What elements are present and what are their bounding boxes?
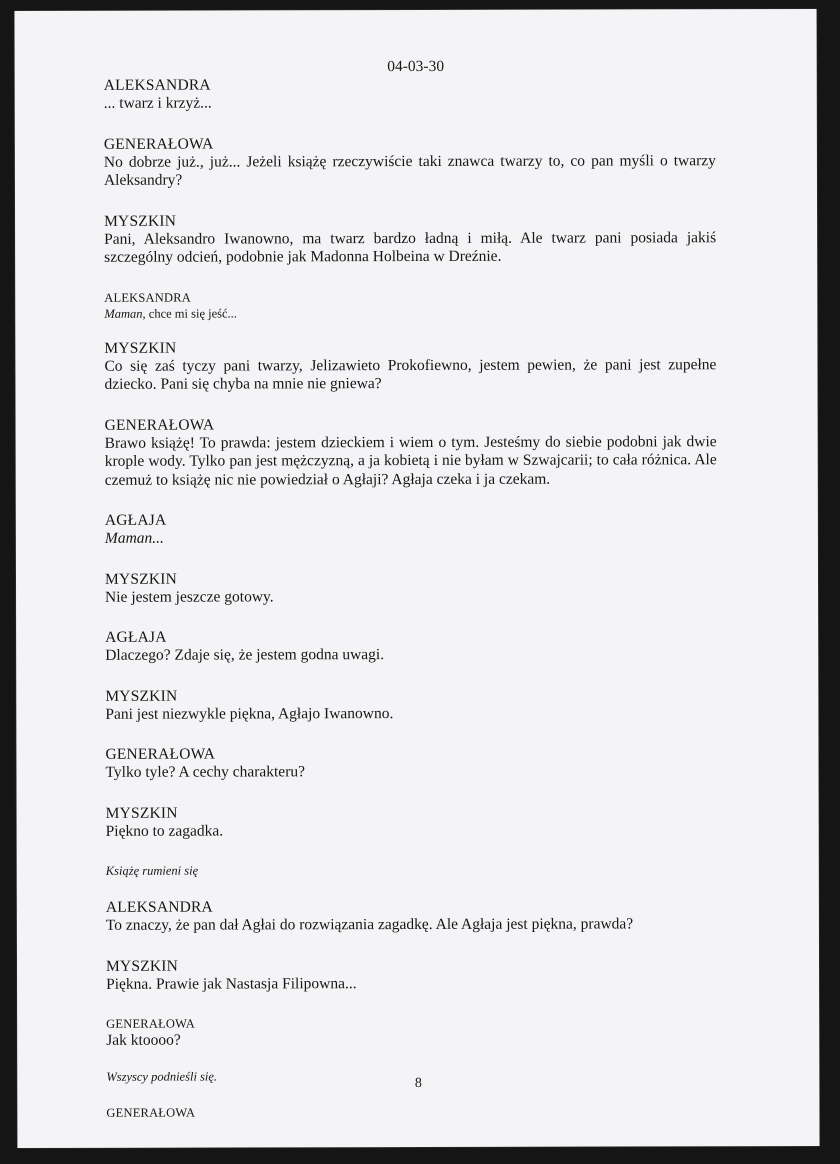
dialogue-block — [105, 415, 717, 490]
dialogue-line: To znaczy, że pan dał Agłai do rozwiązania zagadkę. Ale Agłaja jest piękna, prawda? — [105, 915, 634, 934]
document-page — [15, 9, 820, 1148]
speaker-name: GENERAŁOWA — [104, 416, 215, 434]
dialogue-block — [104, 134, 716, 191]
dialogue-block — [106, 1103, 718, 1121]
speaker-name: MYSZKIN — [105, 687, 178, 705]
dialogue-block — [105, 627, 717, 665]
dialogue-line: Maman... — [104, 529, 164, 547]
dialogue-emphasis: Maman — [104, 306, 143, 321]
dialogue-block — [106, 1014, 718, 1050]
dialogue-block — [106, 897, 718, 935]
dialogue-line — [104, 304, 716, 322]
page-number: 8 — [414, 1075, 422, 1092]
speaker-name: GENERAŁOWA — [103, 135, 214, 153]
speaker-name: MYSZKIN — [104, 339, 177, 357]
dialogue-line: Pani jest niezwykle piękna, Agłajo Iwanowno. — [105, 704, 394, 723]
speaker-name: GENERAŁOWA — [106, 1105, 196, 1120]
script-body — [104, 75, 719, 1142]
dialogue-block — [104, 75, 716, 113]
stage-direction: Książę rumieni się — [105, 863, 199, 878]
dialogue-block — [104, 338, 716, 395]
dialogue-line: No dobrze już., już... Jeżeli książę rzeczywiście taki znawca twarzy to, co pan myśli o twarzy Aleksandry? — [103, 151, 716, 189]
dialogue-line: Pani, Aleksandro Iwanowno, ma twarz bardzo ładną i miłą. Ale twarz pani posiada jakiś szczególny odcień, podobnie jak Madonna Holbeina w Dreźnie. — [104, 228, 717, 266]
dialogue-line: Nie jestem jeszcze gotowy. — [105, 587, 274, 606]
dialogue-block — [104, 211, 716, 268]
speaker-name: MYSZKIN — [105, 804, 178, 822]
speaker-name: ALEKSANDRA — [104, 290, 192, 305]
dialogue-line: Tylko tyle? A cechy charakteru? — [105, 763, 305, 781]
speaker-name: ALEKSANDRA — [103, 76, 211, 94]
dialogue-line: Piękna. Prawie jak Nastasja Filipowna... — [106, 974, 357, 993]
speaker-name: GENERAŁOWA — [105, 745, 216, 763]
page-date: 04-03-30 — [387, 57, 445, 76]
dialogue-block — [105, 686, 717, 724]
dialogue-line: Dlaczego? Zdaje się, że jestem godna uwagi. — [105, 646, 385, 664]
dialogue-line: Piękno to zagadka. — [105, 822, 224, 840]
speaker-name: MYSZKIN — [105, 957, 179, 975]
speaker-name: MYSZKIN — [104, 570, 178, 588]
dialogue-line: ... twarz i krzyż... — [103, 94, 212, 112]
dialogue-line: Co się zaś tyczy pani twarzy, Jelizawieto Prokofiewno, jestem pewien, że pani jest zupełne dziecko. Pani się chyba na mnie nie gniewa? — [104, 355, 717, 393]
stage-direction: Wszyscy podnieśli się. — [106, 1069, 218, 1084]
speaker-name: AGŁAJA — [104, 511, 167, 529]
speaker-name: AGŁAJA — [105, 628, 167, 646]
dialogue-block — [106, 956, 718, 994]
dialogue-block — [105, 569, 717, 607]
dialogue-text: , chce mi się jeść... — [142, 305, 237, 321]
dialogue-block — [106, 803, 718, 841]
speaker-name: ALEKSANDRA — [105, 898, 213, 916]
dialogue-block — [104, 288, 716, 322]
speaker-name: GENERAŁOWA — [106, 1016, 195, 1031]
dialogue-block — [105, 744, 717, 782]
dialogue-block — [105, 510, 717, 548]
dialogue-line: Jak ktoooo? — [106, 1031, 181, 1049]
dialogue-line: Brawo książę! To prawda: jestem dzieckiem i wiem o tym. Jesteśmy do siebie podobni jak dwie krople wody. Tylko pan jest mężczyzną, a ja kobietą i nie byłam w Szwajcarii; to cała różnica. Ale czemuż to książę nic nie powiedział o Agłaji? Agłaja czeka i ja czekam. — [104, 432, 717, 489]
speaker-name: MYSZKIN — [104, 212, 177, 230]
